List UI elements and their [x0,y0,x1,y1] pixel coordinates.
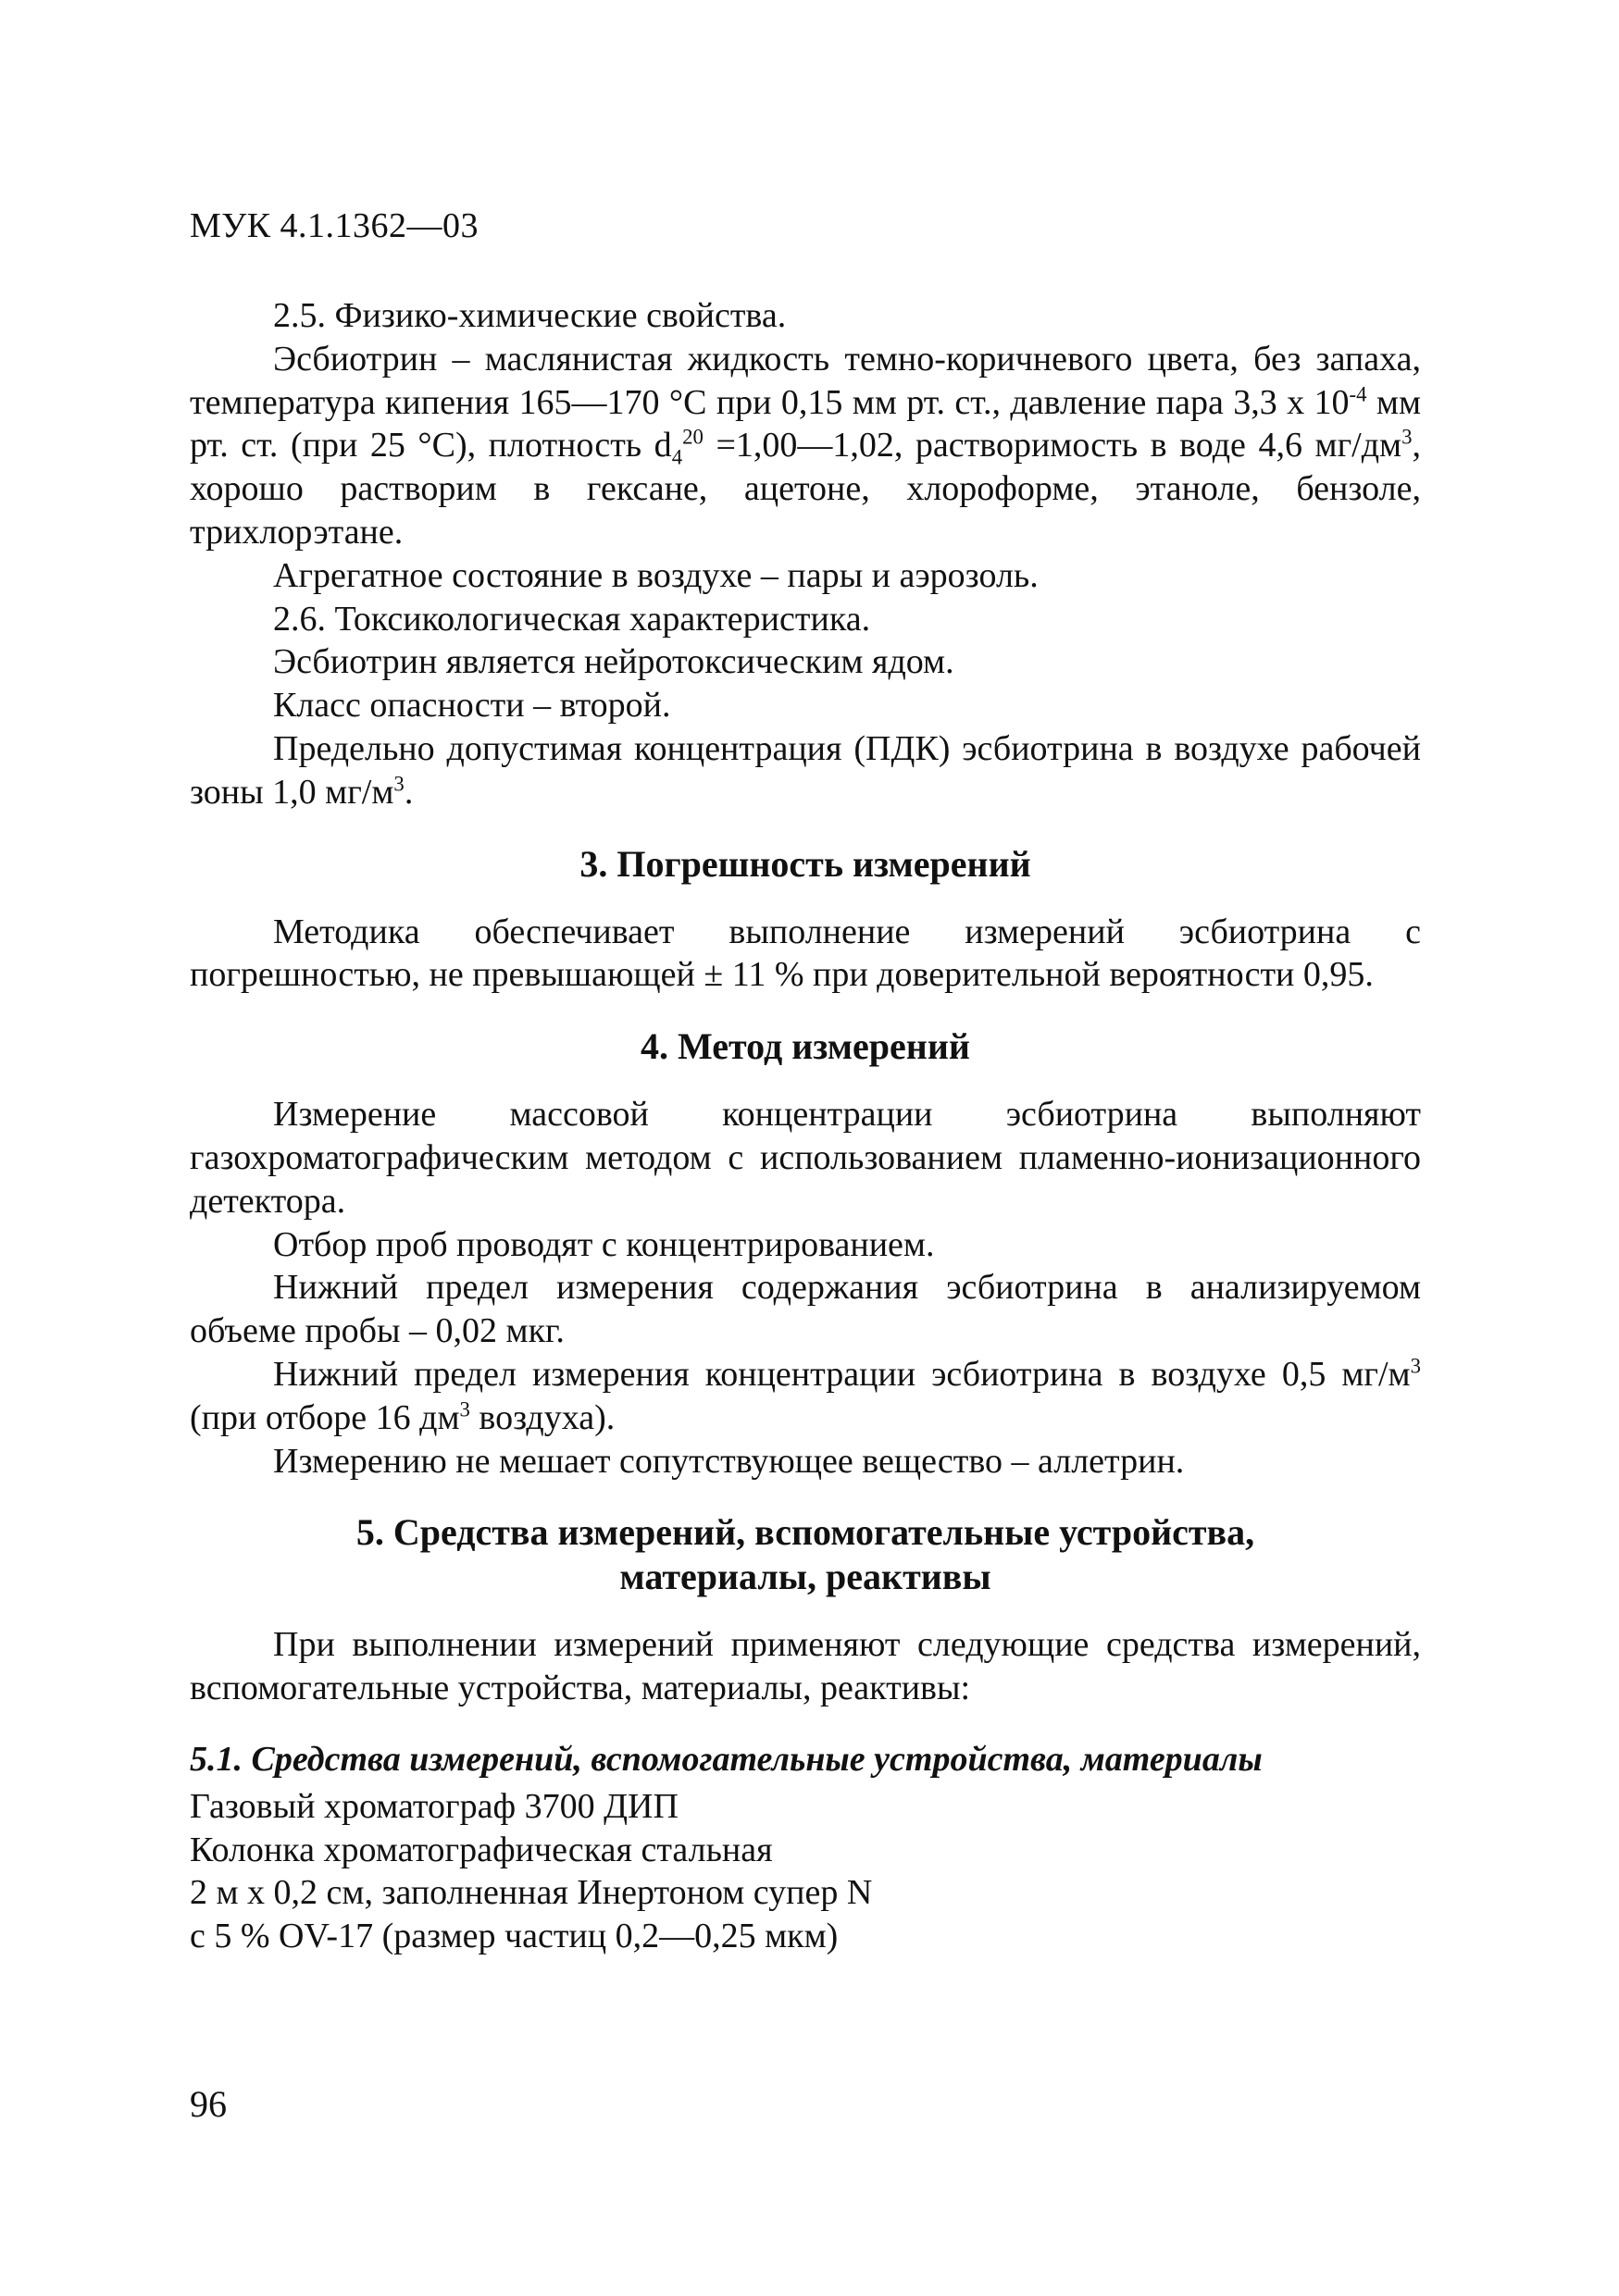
text-run: =1,00—1,02, растворимость в воде 4,6 мг/дм [703,426,1402,465]
section-5-heading-line2: материалы, реактивы [619,1556,991,1598]
section-2-5-title: 2.5. Физико-химические свойства. [273,296,787,335]
text-run: Нижний предел измерения концентрации эсбиотрина в воздухе 0,5 мг/м [273,1354,1411,1394]
document-code-header: МУК 4.1.1362—03 [190,206,479,245]
page-content [190,294,1421,1958]
superscript: 3 [393,772,405,796]
interference-paragraph: Измерению не мешает сопутствующее вещество – аллетрин. [273,1441,1185,1481]
page-number: 96 [190,2083,227,2125]
subscript: 4 [671,445,683,469]
superscript: 3 [459,1397,470,1421]
mac-paragraph [190,727,1421,814]
text-run: Эсбиотрин – маслянистая жидкость темно-коричневого цвета, без запаха, температура кипения 165—170 °С при 0,15 мм рт. ст., давление пара 3,3 х 10 [190,339,1421,422]
section-2-5-paragraph [190,338,1421,554]
section-2-6-title: 2.6. Токсикологическая характеристика. [273,599,871,639]
method-paragraph: Измерение массовой концентрации эсбиотрина выполняют газохроматографическим методом с использованием пламенно-ионизационного детектора. [190,1095,1421,1221]
lower-limit-content-paragraph: Нижний предел измерения содержания эсбиотрина в анализируемом объеме пробы – 0,02 мкг. [190,1268,1421,1351]
equipment-item: 2 м х 0,2 см, заполненная Инертоном супер N [190,1873,873,1913]
equipment-item: Газовый хроматограф 3700 ДИП [190,1786,679,1826]
means-intro-paragraph: При выполнении измерений применяют следующие средства измерений, вспомогательные устройства, материалы, реактивы: [190,1625,1421,1708]
superscript: 3 [1401,425,1413,449]
text-run: Предельно допустимая концентрация (ПДК) эсбиотрина в воздухе рабочей зоны 1,0 мг/м [190,728,1421,812]
lower-limit-concentration-paragraph [190,1353,1421,1440]
text-run: . [404,772,414,812]
superscript: 3 [1410,1354,1421,1378]
error-paragraph: Методика обеспечивает выполнение измерений эсбиотрина с погрешностью, не превышающей ± 11 % при доверительной вероятности 0,95. [190,912,1421,995]
section-5-heading-line1: 5. Средства измерений, вспомогательные устройства, [355,1511,1255,1554]
subsection-5-1-title: 5.1. Средства измерений, вспомогательные устройства, материалы [190,1739,1263,1779]
equipment-item: с 5 % OV-17 (размер частиц 0,2—0,25 мкм) [190,1917,839,1956]
hazard-class-paragraph: Класс опасности – второй. [273,686,671,726]
text-run: воздуха). [469,1397,616,1437]
aggregate-state-paragraph: Агрегатное состояние в воздухе – пары и аэрозоль. [273,555,1039,595]
superscript: -4 [1349,381,1367,405]
section-4-heading: 4. Метод измерений [641,1025,970,1068]
text-run: мм рт. ст. (при 25 °С), плотность d [190,382,1421,465]
text-run: (при отборе 16 дм [190,1397,460,1437]
equipment-item: Колонка хроматографическая стальная [190,1830,773,1869]
toxicity-paragraph: Эсбиотрин является нейротоксическим ядом. [273,642,954,682]
superscript: 20 [682,425,704,449]
section-3-heading: 3. Погрешность измерений [579,842,1031,885]
text-run: , хорошо растворим в гексане, ацетоне, хлороформе, этаноле, бензоле, трихлорэтане. [190,426,1421,552]
sampling-paragraph: Отбор проб проводят с концентрированием. [273,1224,935,1264]
